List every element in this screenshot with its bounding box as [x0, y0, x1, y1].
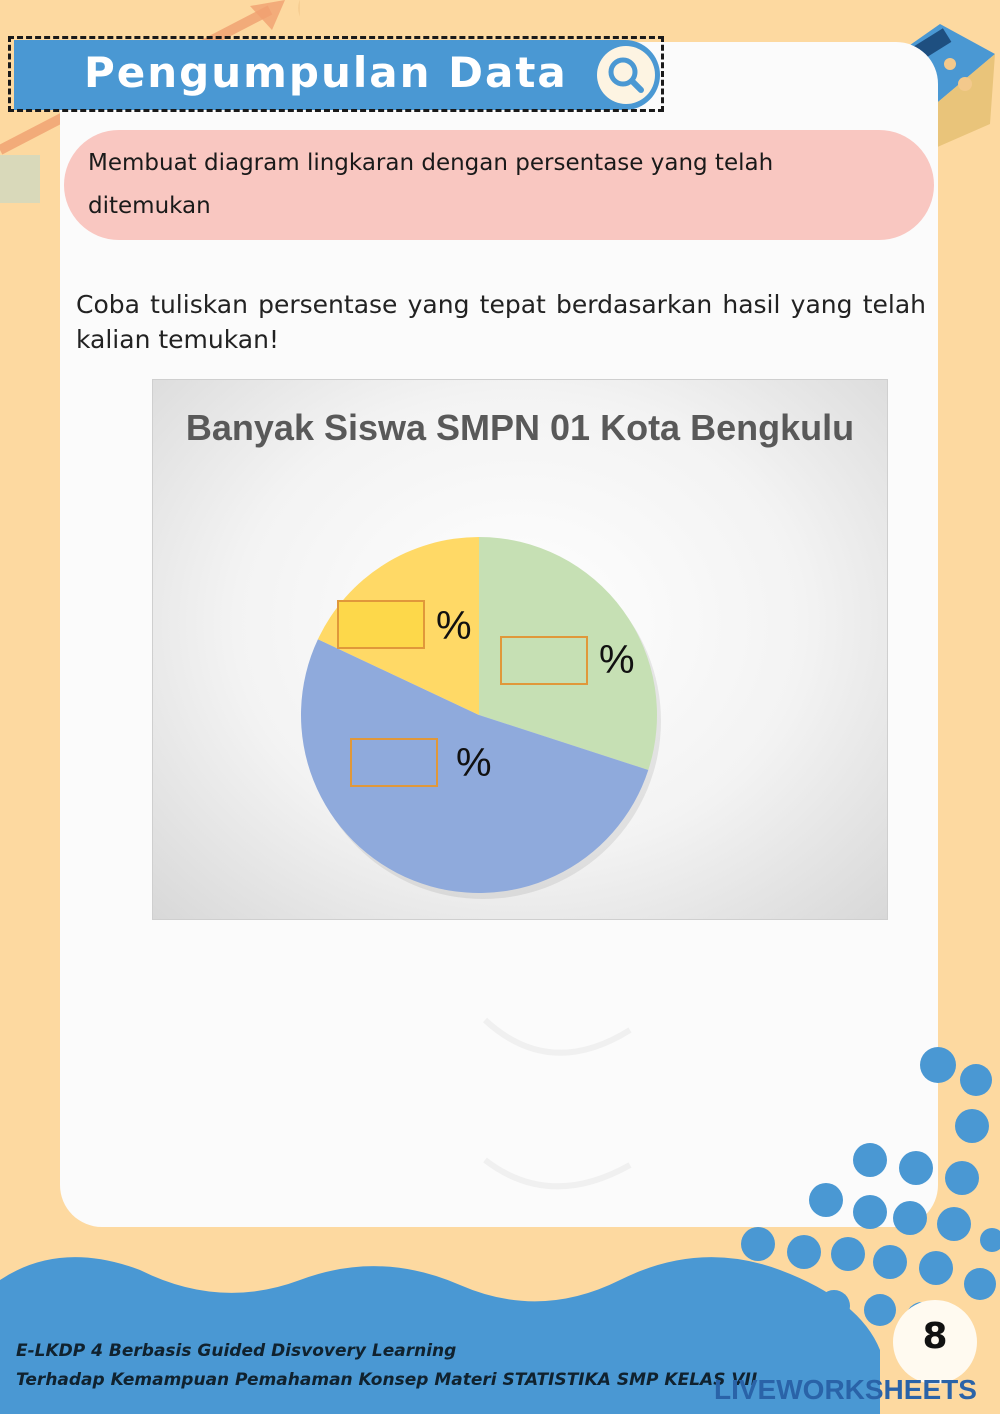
- percent-label: %: [599, 638, 635, 682]
- search-button: [597, 46, 655, 104]
- footer-line-1: E-LKDP 4 Berbasis Guided Disvovery Learning: [16, 1341, 457, 1361]
- faint-arrow-decoration: [470, 1010, 670, 1210]
- dot: [809, 1183, 843, 1217]
- dot: [955, 1109, 989, 1143]
- percent-label: %: [456, 741, 492, 785]
- task-text: Membuat diagram lingkaran dengan persentase yang telah ditemukan: [88, 150, 774, 219]
- dot: [899, 1151, 933, 1185]
- chart-title: Banyak Siswa SMPN 01 Kota Bengkulu: [185, 407, 855, 448]
- dot: [960, 1064, 992, 1096]
- dot: [920, 1047, 956, 1083]
- section-title: Pengumpulan Data: [84, 48, 568, 97]
- answer-box-yellow[interactable]: [337, 600, 425, 649]
- dot: [945, 1161, 979, 1195]
- answer-box-green[interactable]: [500, 636, 588, 685]
- instruction-text: Coba tuliskan persentase yang tepat berdasarkan hasil yang telah kalian temukan!: [76, 290, 926, 354]
- watermark-logo: LIVEWORKSHEETS: [714, 1374, 977, 1405]
- dot: [853, 1195, 887, 1229]
- dot: [893, 1201, 927, 1235]
- search-icon: [597, 46, 655, 104]
- dot: [853, 1143, 887, 1177]
- dot: [937, 1207, 971, 1241]
- answer-box-blue[interactable]: [350, 738, 438, 787]
- page-number: 8: [922, 1316, 948, 1357]
- footer-line-2: Terhadap Kemampuan Pemahaman Konsep Materi STATISTIKA SMP KELAS VII: [16, 1370, 758, 1390]
- percent-label: %: [436, 604, 472, 648]
